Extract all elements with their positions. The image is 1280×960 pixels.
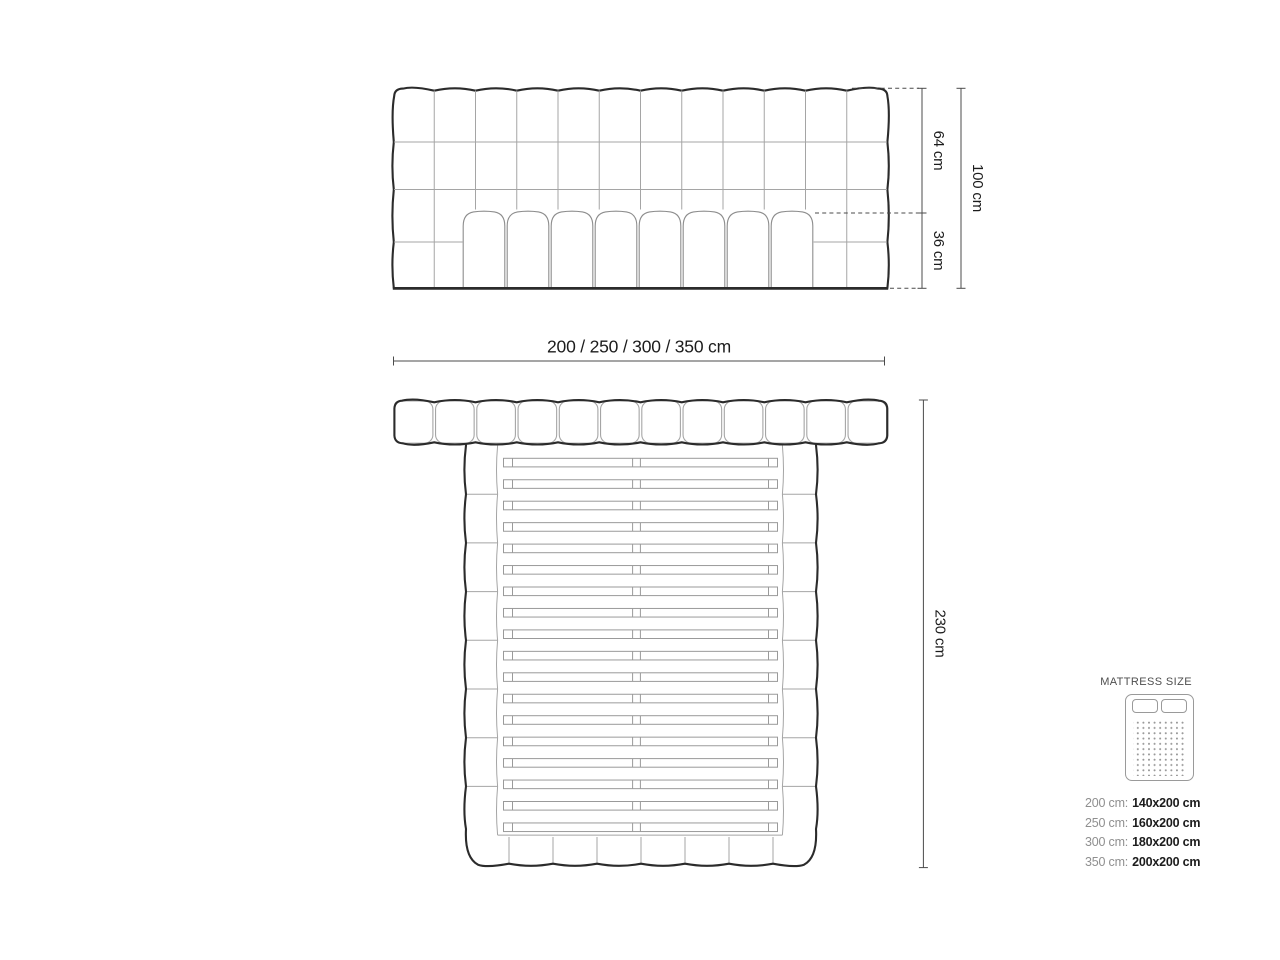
bed-top-view — [394, 400, 887, 867]
size-label: 300 cm: — [1085, 835, 1129, 850]
mattress-channel — [683, 211, 725, 288]
headboard-segment — [559, 401, 598, 443]
headboard-segment — [601, 401, 640, 443]
top-view-dimensions — [919, 400, 948, 868]
mattress-dots — [1133, 719, 1186, 776]
size-value: 200x200 cm — [1132, 854, 1201, 869]
dim-label-100cm: 100 cm — [969, 164, 986, 212]
dim-label-width: 200 / 250 / 300 / 350 cm — [547, 336, 731, 357]
headboard-segment — [642, 401, 681, 443]
mattress-channel — [771, 211, 813, 288]
headboard-segment — [518, 401, 557, 443]
dim-label-230cm: 230 cm — [931, 609, 949, 658]
size-label: 250 cm: — [1085, 815, 1129, 830]
headboard-segment — [477, 401, 516, 443]
mattress-channel — [595, 211, 637, 288]
list-item — [1085, 833, 1201, 853]
dim-label-36cm: 36 cm — [930, 230, 947, 271]
headboard-segment — [724, 401, 763, 443]
mattress-channel — [551, 211, 593, 288]
dim-label-64cm: 64 cm — [930, 130, 947, 171]
mattress-size-legend — [1085, 676, 1201, 872]
size-label: 200 cm: — [1085, 796, 1129, 810]
mattress-channel — [507, 211, 549, 288]
pillows — [1132, 699, 1187, 713]
size-label: 350 cm: — [1085, 854, 1129, 869]
list-item — [1085, 853, 1201, 873]
mattress-channel — [463, 211, 505, 288]
pillow-icon — [1132, 699, 1158, 713]
size-value: 160x200 cm — [1132, 815, 1201, 830]
headboard-segment — [436, 401, 475, 443]
size-value: 180x200 cm — [1132, 835, 1201, 850]
mattress-size-list — [1085, 794, 1201, 872]
size-value: 140x200 cm — [1132, 796, 1201, 810]
headboard-segment — [394, 401, 433, 443]
headboard-segment — [807, 401, 846, 443]
headboard-front-view — [392, 88, 888, 289]
mattress-icon — [1125, 694, 1194, 781]
mattress-channel — [639, 211, 681, 288]
list-item — [1085, 814, 1201, 834]
mattress-channel — [727, 211, 769, 288]
pillow-icon — [1161, 699, 1187, 713]
headboard-top-outline — [394, 400, 887, 445]
width-dimension — [394, 337, 885, 366]
headboard-segment — [683, 401, 722, 443]
headboard-segment — [766, 401, 805, 443]
headboard-segment — [848, 401, 887, 443]
list-item — [1085, 794, 1201, 814]
legend-title: MATTRESS SIZE — [1100, 676, 1192, 688]
